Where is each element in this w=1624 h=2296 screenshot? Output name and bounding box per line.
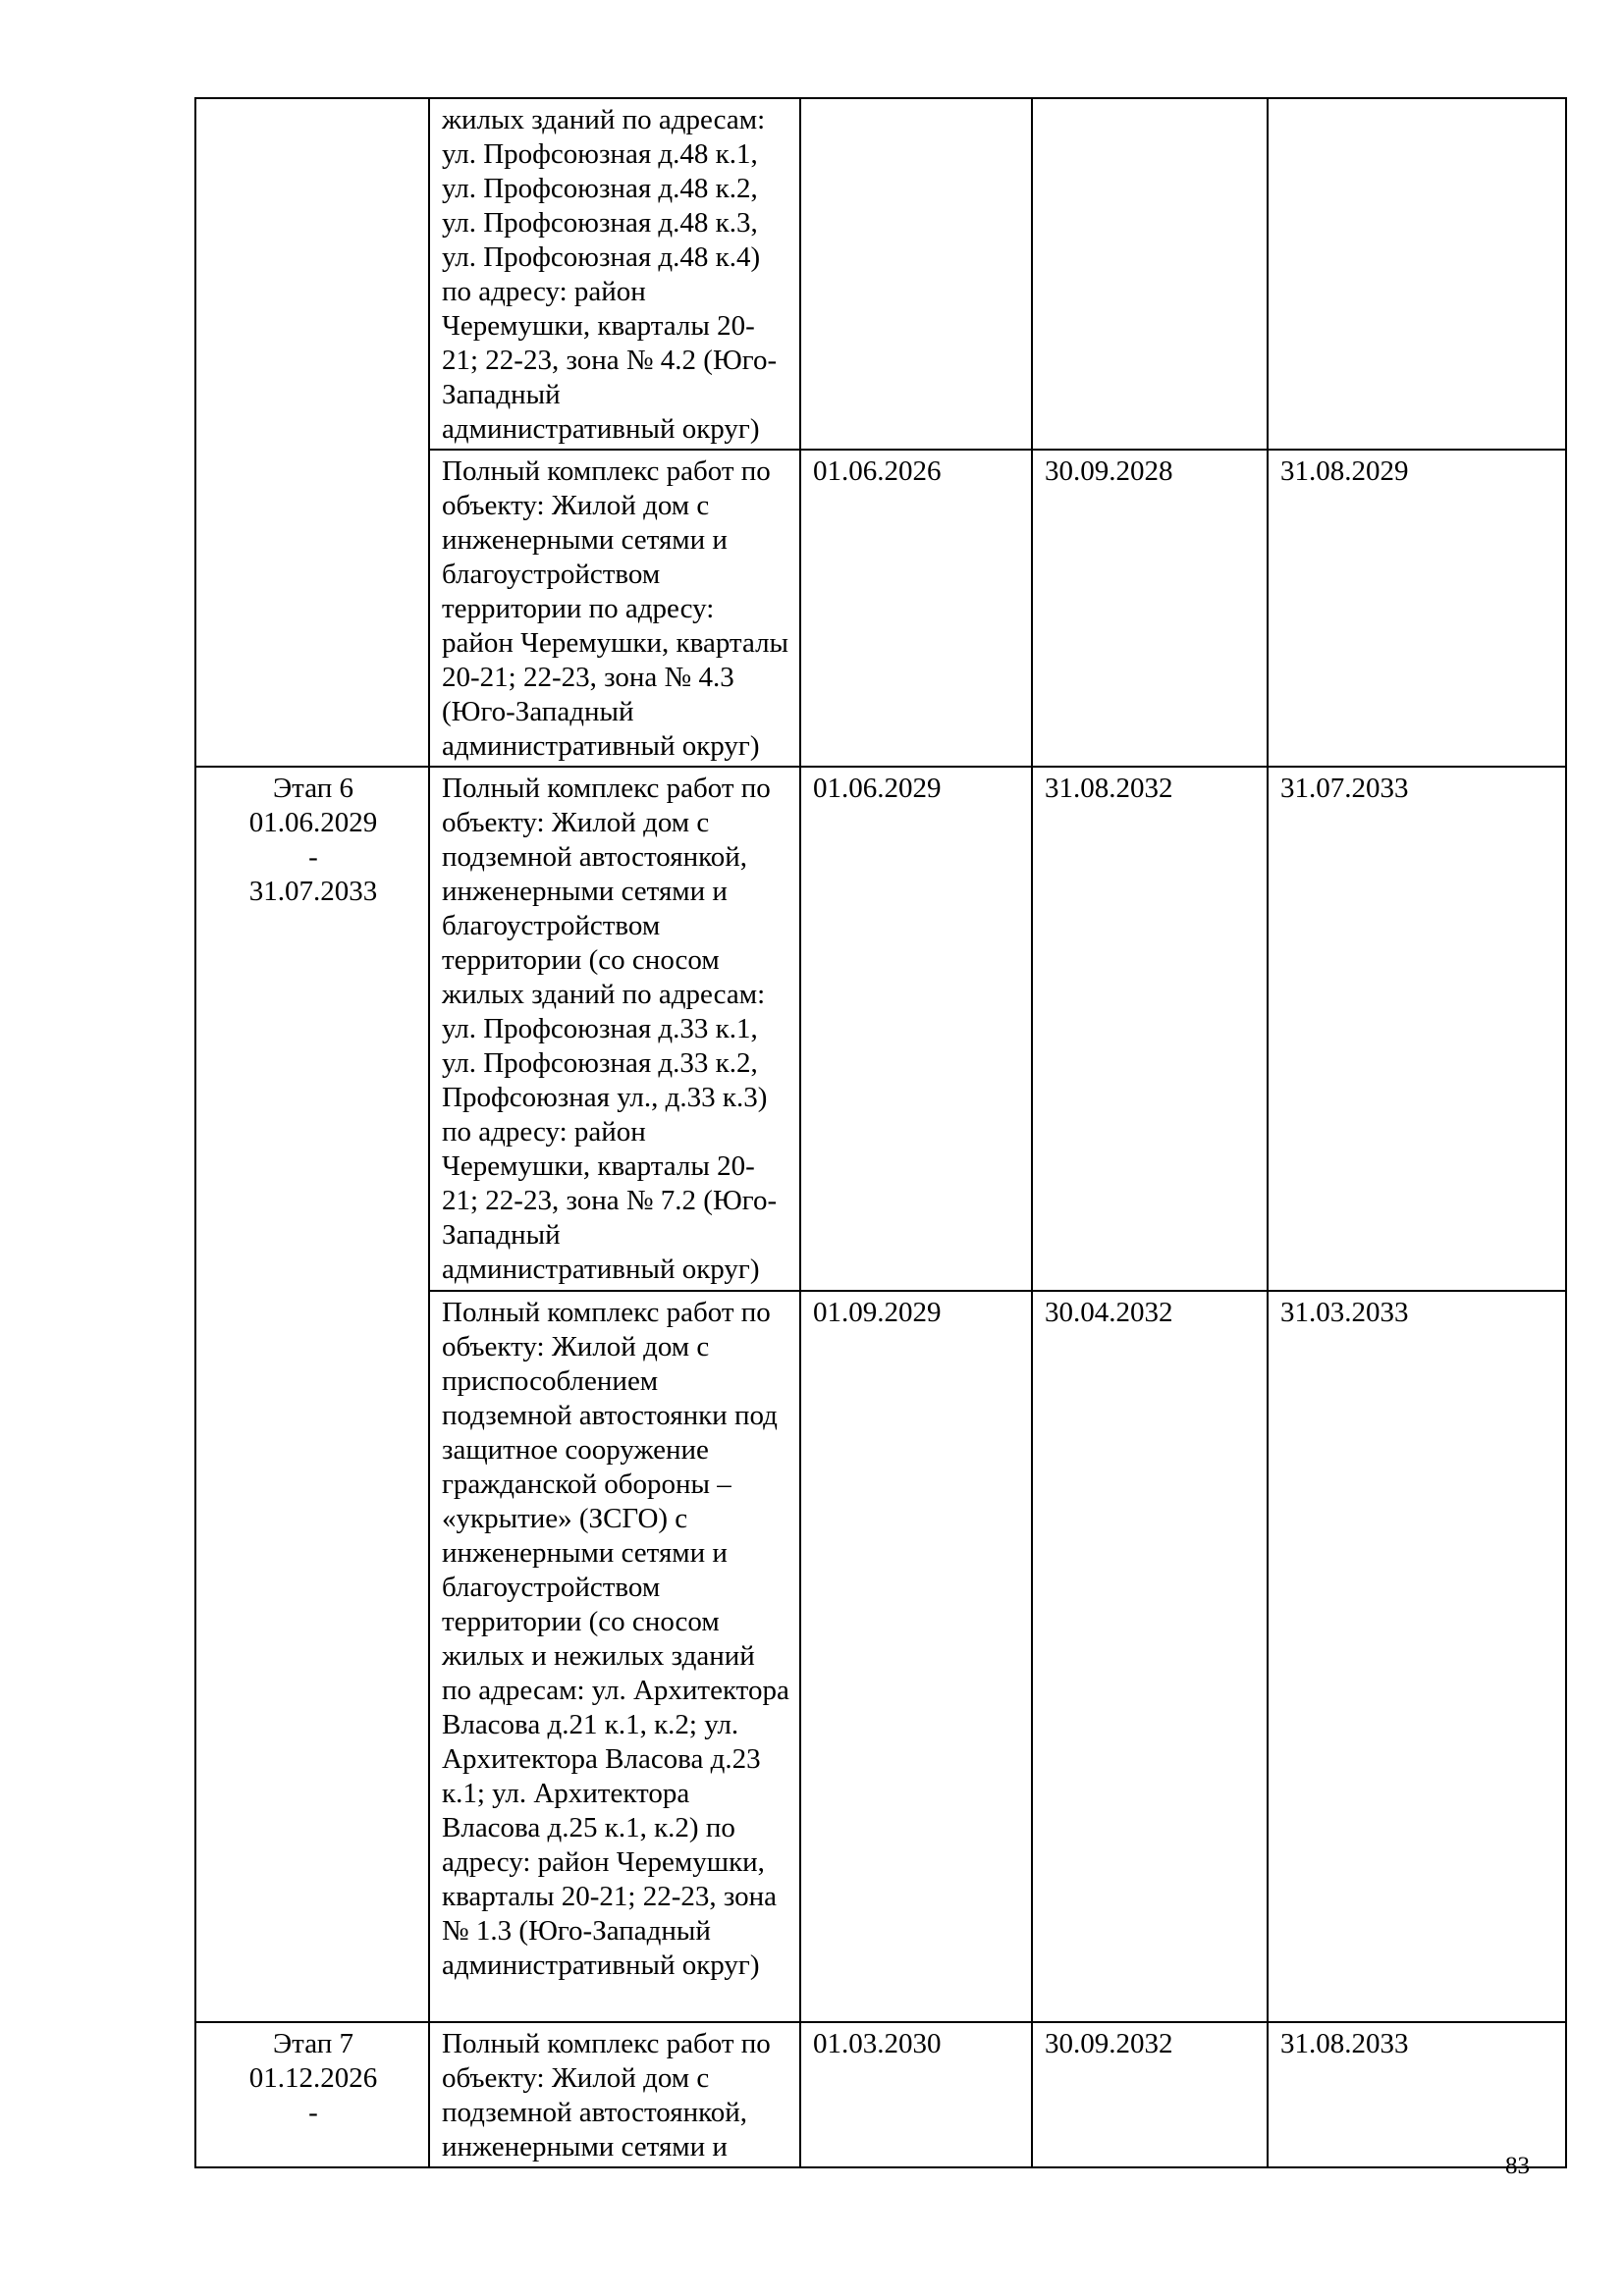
completion-date: 31.08.2029: [1268, 450, 1566, 767]
object-description: Полный комплекс работ по объекту: Жилой дом с подземной автостоянкой, инженерными сетями и: [429, 2022, 800, 2167]
stage-start-date: 01.12.2026: [248, 2062, 378, 2094]
start-date: 01.06.2026: [800, 450, 1032, 767]
completion-date: [1268, 98, 1566, 450]
object-description: жилых зданий по адресам: ул. Профсоюзная д.48 к.1, ул. Профсоюзная д.48 к.2, ул. Профсоюзная д.48 к.3, ул. Профсоюзная д.48 к.4) по адресу: район Черемушки, кварталы 20-21; 22-23, зона № 4.2 (Юго-Западный административный округ): [429, 98, 800, 450]
stage-cell-empty: [195, 98, 429, 767]
table-row: [195, 767, 1566, 1291]
construction-end-date: [1032, 98, 1268, 450]
stage-cell: [195, 767, 429, 2022]
completion-date: 31.08.2033: [1268, 2022, 1566, 2167]
start-date: 01.09.2029: [800, 1291, 1032, 2022]
stage-date-separator: -: [308, 841, 318, 873]
start-date: [800, 98, 1032, 450]
start-date: 01.06.2029: [800, 767, 1032, 1291]
completion-date: 31.07.2033: [1268, 767, 1566, 1291]
stage-name: Этап 6: [273, 773, 353, 804]
object-description: Полный комплекс работ по объекту: Жилой дом с приспособлением подземной автостоянки под защитное сооружение гражданской обороны – «укрытие» (ЗСГО) с инженерными сетями и благоустройством территории (со сносом жилых и нежилых зданий по адресам: ул. Архитектора Власова д.21 к.1, к.2; ул. Архитектора Власова д.23 к.1; ул. Архитектора Власова д.25 к.1, к.2) по адресу: район Черемушки, кварталы 20-21; 22-23, зона № 1.3 (Юго-Западный административный округ): [429, 1291, 800, 2022]
completion-date: 31.03.2033: [1268, 1291, 1566, 2022]
start-date: 01.03.2030: [800, 2022, 1032, 2167]
page-number: 83: [1505, 2153, 1530, 2179]
construction-end-date: 31.08.2032: [1032, 767, 1268, 1291]
table-row: [195, 98, 1566, 450]
construction-end-date: 30.09.2028: [1032, 450, 1268, 767]
construction-schedule-table: [194, 97, 1567, 2168]
construction-end-date: 30.04.2032: [1032, 1291, 1268, 2022]
stage-start-date: 01.06.2029: [248, 807, 378, 838]
stage-name: Этап 7: [273, 2028, 353, 2059]
stage-end-date: 31.07.2033: [248, 876, 378, 907]
object-description: Полный комплекс работ по объекту: Жилой дом с подземной автостоянкой, инженерными сетями и благоустройством территории (со сносом жилых зданий по адресам: ул. Профсоюзная д.33 к.1, ул. Профсоюзная д.33 к.2, Профсоюзная ул., д.33 к.3) по адресу: район Черемушки, кварталы 20-21; 22-23, зона № 7.2 (Юго-Западный административный округ): [429, 767, 800, 1291]
table-row: [195, 2022, 1566, 2167]
stage-cell: [195, 2022, 429, 2167]
stage-date-separator: -: [308, 2097, 318, 2128]
object-description: Полный комплекс работ по объекту: Жилой дом с инженерными сетями и благоустройством территории по адресу: район Черемушки, кварталы 20-21; 22-23, зона № 4.3 (Юго-Западный административный округ): [429, 450, 800, 767]
construction-end-date: 30.09.2032: [1032, 2022, 1268, 2167]
